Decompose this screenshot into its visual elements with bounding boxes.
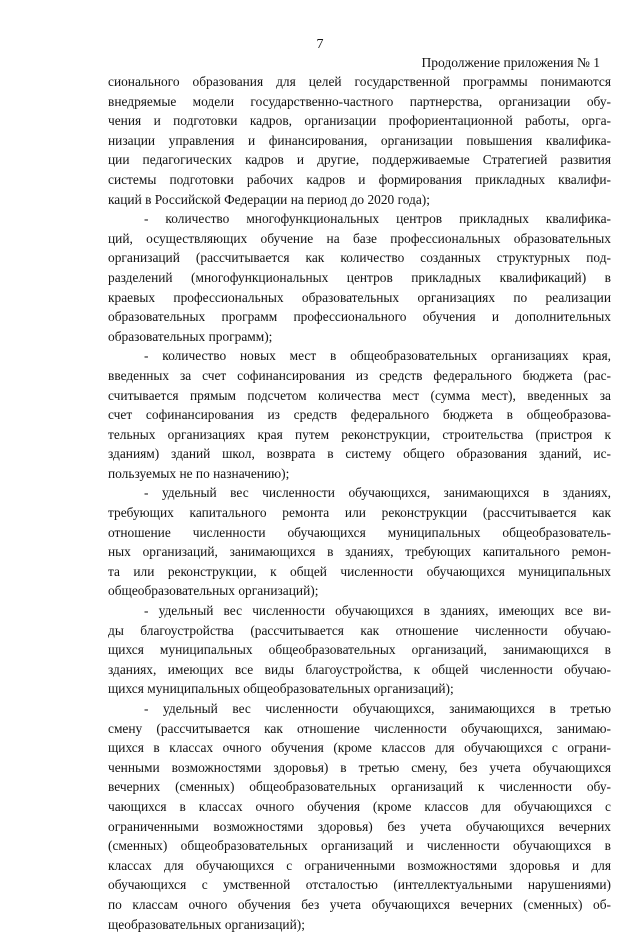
text-line: обучающихся с умственной отсталостью (интеллектуальными нарушениями): [108, 877, 611, 893]
text-line: считывается прямым подсчетом количества мест (сумма мест), введенных за: [108, 387, 611, 403]
text-line: ды благоустройства (рассчитывается как отношение численности обучаю-: [108, 622, 611, 638]
text-line: введенных за счет софинансирования из средств федерального бюджета (рас-: [108, 367, 611, 383]
text-line: - удельный вес численности обучающихся, занимающихся в третью: [144, 701, 611, 716]
paragraph: [108, 72, 611, 209]
text-line: общеобразовательных организаций);: [108, 583, 319, 599]
text-line: щихся муниципальных общеобразовательных организаций, занимающихся в: [108, 642, 611, 658]
text-line: тельных организациях края путем реконструкции, строительства (пристроя к: [108, 426, 611, 442]
text-line: системы подготовки рабочих кадров и формирования прикладных квалифи-: [108, 171, 611, 187]
text-line: (сменных) общеобразовательных организаций и численности обучающихся в: [108, 838, 611, 854]
text-line: та или реконструкции, к общей численности обучающихся муниципальных: [108, 563, 611, 579]
text-line: ограниченными возможностями здоровья) без учета обучающихся вечерних: [108, 818, 611, 834]
paragraph: [108, 699, 611, 934]
text-line: пользуемых не по назначению);: [108, 465, 290, 481]
text-line: чения и подготовки кадров, организации профориентационной работы, орга-: [108, 113, 611, 129]
text-line: зданиях, имеющих все виды благоустройства, к общей численности обучаю-: [108, 661, 611, 677]
body-text: [108, 72, 611, 934]
page-number: 7: [316, 37, 324, 52]
text-line: - удельный вес численности обучающихся, занимающихся в зданиях,: [144, 485, 611, 501]
text-line: образовательных программ);: [108, 328, 273, 344]
text-line: внедряемые модели государственно-частного партнерства, организации обу-: [108, 93, 611, 109]
text-line: краевых профессиональных образовательных организациях по реализации: [108, 289, 611, 305]
text-line: каций в Российской Федерации на период до 2020 года);: [108, 191, 430, 207]
text-line: щихся муниципальных общеобразовательных организаций);: [108, 681, 454, 697]
text-line: зданиям) зданий школ, возврата в систему общего образования зданий, ис-: [108, 446, 611, 462]
text-line: - количество многофункциональных центров прикладных квалифика-: [144, 211, 611, 227]
text-line: образовательных программ профессионального обучения и дополнительных: [108, 309, 611, 325]
text-line: классах для обучающихся с ограниченными возможностями здоровья и для: [108, 857, 611, 873]
text-line: счет софинансирования из средств федерального бюджета в общеобразова-: [108, 407, 611, 423]
text-line: низации управления и финансирования, организации повышения квалифика-: [108, 132, 611, 148]
text-line: - количество новых мест в общеобразовательных организациях края,: [144, 348, 611, 364]
text-line: по классам очного обучения без учета обучающихся вечерних (сменных) об-: [108, 896, 611, 912]
appendix-continuation-label: Продолжение приложения № 1: [421, 55, 600, 70]
text-line: ций, осуществляющих обучение на базе профессиональных образовательных: [108, 230, 611, 246]
text-line: организаций (рассчитывается как количество созданных структурных под-: [108, 250, 611, 266]
text-line: щихся в классах очного обучения (кроме классов для обучающихся с ограни-: [108, 740, 611, 756]
text-line: чающихся в классах очного обучения (кроме классов для обучающихся с: [108, 798, 611, 814]
text-line: щеобразовательных организаций);: [108, 916, 305, 932]
text-line: отношение численности обучающихся муниципальных общеобразователь-: [108, 524, 611, 540]
paragraph: [108, 601, 611, 699]
text-line: смену (рассчитывается как отношение численности обучающихся, занимаю-: [108, 720, 611, 736]
paragraph: [108, 483, 611, 601]
text-line: требующих капитального ремонта или реконструкции (рассчитывается как: [108, 505, 611, 521]
text-line: разделений (многофункциональных центров прикладных квалификаций) в: [108, 269, 611, 285]
paragraph: [108, 209, 611, 346]
text-line: ных организаций, занимающихся в зданиях, требующих капитального ремон-: [108, 544, 611, 560]
paragraph: [108, 346, 611, 483]
text-line: ченными возможностями здоровья) в третью смену, без учета обучающихся: [108, 759, 611, 775]
text-line: - удельный вес численности обучающихся в зданиях, имеющих все ви-: [144, 603, 611, 619]
text-line: ции педагогических кадров и другие, поддерживаемые Стратегией развития: [108, 152, 611, 168]
text-line: вечерних (сменных) общеобразовательных организаций к численности обу-: [108, 779, 611, 795]
text-line: сионального образования для целей государственной программы понимаются: [108, 74, 611, 89]
